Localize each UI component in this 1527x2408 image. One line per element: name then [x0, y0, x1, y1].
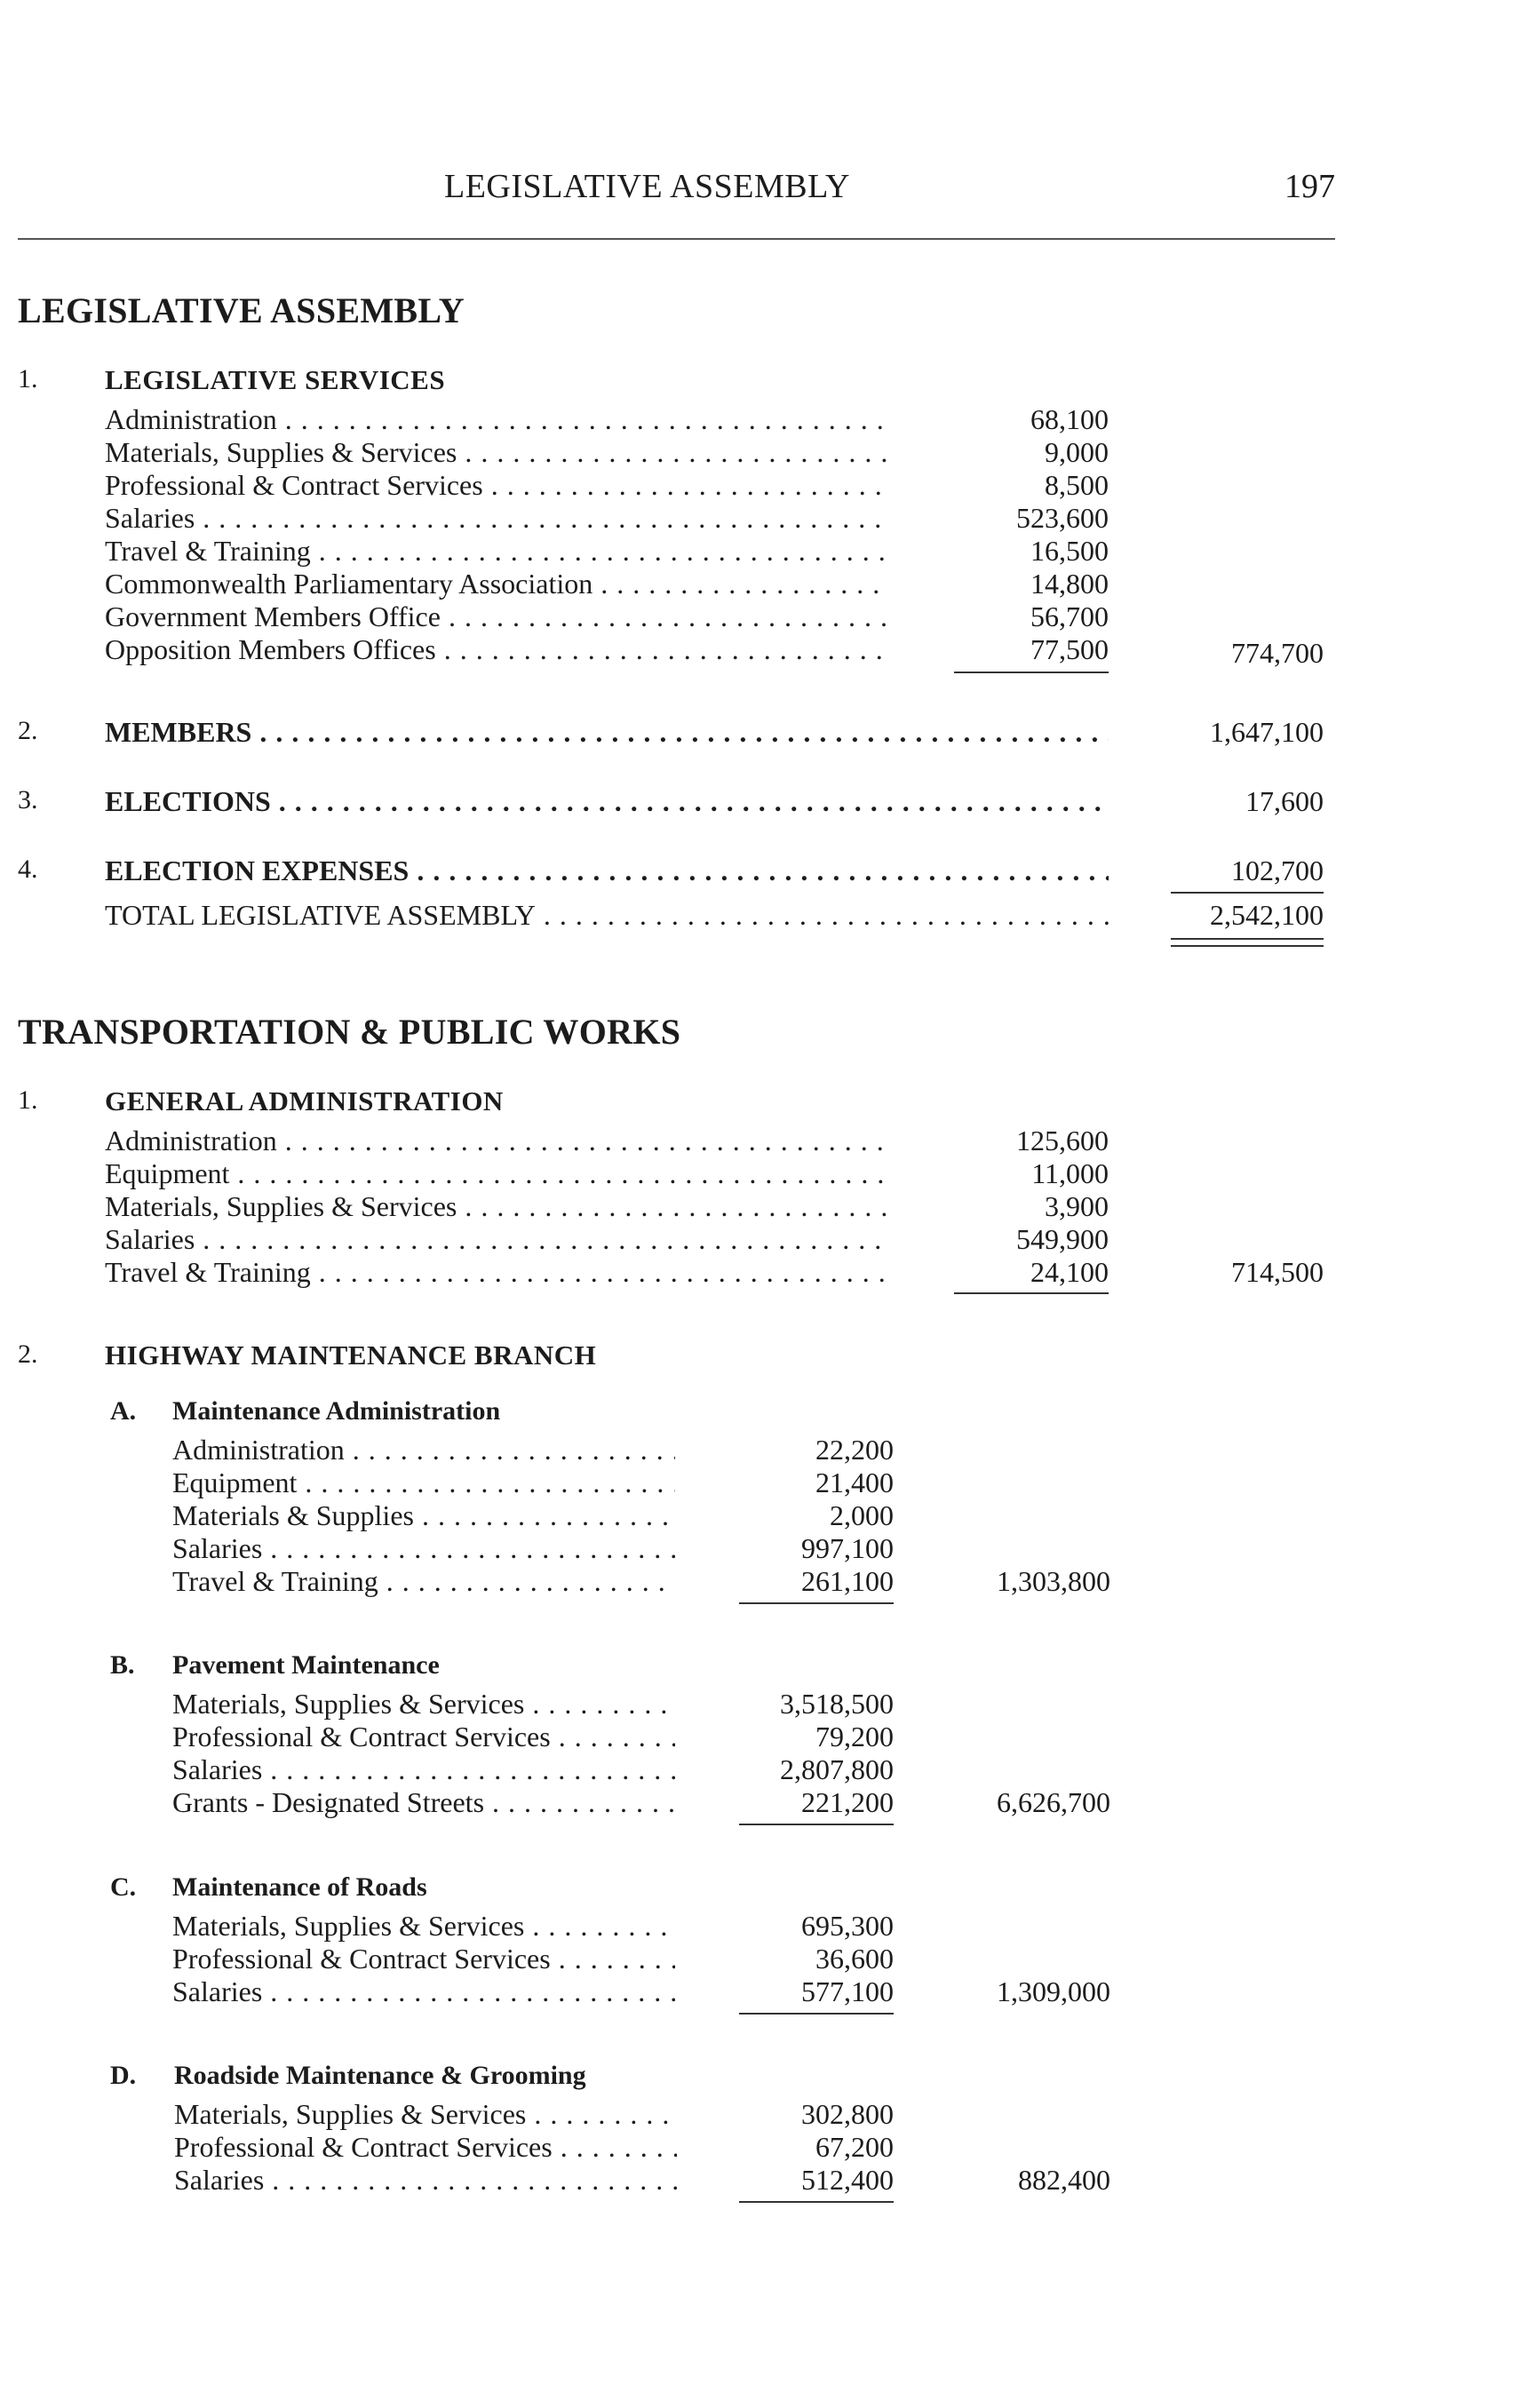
line-item-label: Travel & Training . . .	[105, 1256, 887, 1289]
line-item-amount: 68,100	[1030, 403, 1109, 435]
line-item	[0, 1565, 1527, 1601]
line-item-label: Administration . . .	[105, 403, 887, 436]
subtotal-rule	[739, 2201, 894, 2203]
sub-letter: D.	[110, 2061, 137, 2090]
line-item-amount: 56,700	[1030, 600, 1109, 632]
line-item-members	[0, 716, 1527, 751]
line-item-amount: 2,000	[830, 1499, 894, 1531]
running-header-title: LEGISLATIVE ASSEMBLY	[444, 168, 850, 205]
line-item	[0, 1157, 1527, 1193]
subtotal-amount: 1,303,800	[997, 1565, 1110, 1597]
line-item	[0, 1499, 1527, 1535]
subtotal-amount: 882,400	[1018, 2164, 1110, 2196]
sub-letter: A.	[110, 1396, 137, 1426]
line-item	[0, 1434, 1527, 1469]
line-item-label: ELECTION EXPENSES . . .	[105, 854, 1109, 887]
line-item	[0, 1256, 1527, 1291]
line-item-label: Salaries . . .	[172, 1975, 675, 2008]
line-item	[0, 2131, 1527, 2166]
line-item	[0, 1721, 1527, 1756]
line-item-amount: 11,000	[1031, 1157, 1109, 1189]
subtotal-rule	[739, 1602, 894, 1604]
line-item-label: Commonwealth Parliamentary Association . . .	[105, 568, 887, 600]
subheading-roadside-maintenance-grooming: Roadside Maintenance & Grooming	[174, 2061, 586, 2090]
line-item-label: Salaries . . .	[174, 2164, 677, 2197]
subtotal-rule	[739, 1824, 894, 1825]
line-item-label: Salaries . . .	[172, 1753, 675, 1786]
subheading-maintenance-administration: Maintenance Administration	[172, 1396, 501, 1426]
line-item-label: Professional & Contract Services . . .	[172, 1721, 675, 1753]
item-number: 2.	[18, 1339, 38, 1369]
subtotal-amount: 714,500	[1231, 1256, 1324, 1288]
line-item	[0, 2164, 1527, 2199]
line-item-label: Materials & Supplies . . .	[172, 1499, 675, 1532]
line-item-label: Professional & Contract Services . . .	[105, 469, 887, 502]
subtotal-rule	[954, 672, 1109, 673]
line-item-amount: 1,647,100	[1210, 716, 1324, 748]
line-item-amount: 21,400	[815, 1466, 894, 1498]
item-number: 3.	[18, 785, 38, 815]
grand-total-rule-2	[1171, 945, 1324, 947]
line-item-label: Government Members Office . . .	[105, 600, 887, 633]
line-item	[0, 469, 1527, 505]
line-item-label: Materials, Supplies & Services . . .	[174, 2098, 677, 2131]
sub-letter: B.	[110, 1650, 135, 1680]
line-item-amount: 9,000	[1045, 436, 1109, 468]
subtotal-amount: 774,700	[1231, 637, 1324, 669]
line-item	[0, 1786, 1527, 1822]
item-number: 2.	[18, 716, 38, 745]
line-item-amount: 549,900	[1016, 1223, 1109, 1255]
line-item-amount: 67,200	[815, 2131, 894, 2163]
heading-general-administration: GENERAL ADMINISTRATION	[105, 1085, 504, 1117]
line-item-label: Administration . . .	[105, 1125, 887, 1157]
grand-total-row	[0, 899, 1527, 934]
line-item-amount: 22,200	[815, 1434, 894, 1466]
line-item-label: Professional & Contract Services . . .	[174, 2131, 677, 2164]
line-item-label: Materials, Supplies & Services . . .	[172, 1910, 675, 1943]
line-item-label: Professional & Contract Services . . .	[172, 1943, 675, 1975]
subtotal-rule	[739, 2013, 894, 2015]
line-item	[0, 1532, 1527, 1568]
subtotal-amount: 6,626,700	[997, 1786, 1110, 1818]
line-item-label: Materials, Supplies & Services . . .	[172, 1688, 675, 1721]
line-item-label: Salaries . . .	[172, 1532, 675, 1565]
line-item-label: MEMBERS . . .	[105, 716, 1109, 749]
line-item-amount: 125,600	[1016, 1125, 1109, 1156]
line-item	[0, 502, 1527, 537]
item-number: 4.	[18, 854, 38, 884]
line-item-label: Materials, Supplies & Services . . .	[105, 1190, 887, 1223]
line-item-amount: 77,500	[1030, 633, 1109, 665]
line-item-label: Salaries . . .	[105, 1223, 887, 1256]
line-item-amount: 261,100	[801, 1565, 894, 1597]
heading-legislative-services: LEGISLATIVE SERVICES	[105, 364, 446, 395]
line-item-amount: 3,900	[1045, 1190, 1109, 1222]
line-item-amount: 14,800	[1030, 568, 1109, 600]
line-item-label: Equipment . . .	[172, 1466, 675, 1499]
line-item	[0, 436, 1527, 472]
grand-total-amount: 2,542,100	[1210, 899, 1324, 931]
line-item	[0, 1223, 1527, 1259]
line-item-label: Travel & Training . . .	[172, 1565, 675, 1598]
line-item-election-expenses	[0, 854, 1527, 890]
line-item	[0, 1125, 1527, 1160]
line-item-label: Materials, Supplies & Services . . .	[105, 436, 887, 469]
line-item	[0, 1943, 1527, 1978]
grand-total-rule-1	[1171, 938, 1324, 940]
line-item-amount: 2,807,800	[780, 1753, 894, 1785]
line-item-amount: 997,100	[801, 1532, 894, 1564]
line-item	[0, 535, 1527, 570]
line-item-amount: 36,600	[815, 1943, 894, 1975]
line-item-label: Travel & Training . . .	[105, 535, 887, 568]
line-item-label: Grants - Designated Streets . . .	[172, 1786, 675, 1819]
line-item-amount: 24,100	[1030, 1256, 1109, 1288]
line-item-amount: 302,800	[801, 2098, 894, 2130]
line-item-amount: 79,200	[815, 1721, 894, 1752]
total-rule	[1171, 892, 1324, 894]
heading-highway-maintenance-branch: HIGHWAY MAINTENANCE BRANCH	[105, 1339, 597, 1371]
line-item-amount: 102,700	[1231, 854, 1324, 886]
sub-letter: C.	[110, 1872, 137, 1902]
line-item-amount: 523,600	[1016, 502, 1109, 534]
line-item	[0, 600, 1527, 636]
line-item-amount: 695,300	[801, 1910, 894, 1942]
line-item-label: ELECTIONS . . .	[105, 785, 1109, 818]
line-item	[0, 633, 1527, 669]
line-item-amount: 512,400	[801, 2164, 894, 2196]
line-item-amount: 17,600	[1245, 785, 1324, 817]
item-number: 1.	[18, 364, 38, 393]
header-rule	[18, 238, 1335, 240]
line-item	[0, 403, 1527, 439]
line-item-amount: 3,518,500	[780, 1688, 894, 1720]
line-item	[0, 1910, 1527, 1945]
line-item	[0, 1190, 1527, 1226]
line-item	[0, 1753, 1527, 1789]
line-item-label: Equipment . . .	[105, 1157, 887, 1190]
item-number: 1.	[18, 1085, 38, 1115]
line-item-amount: 8,500	[1045, 469, 1109, 501]
line-item-amount: 577,100	[801, 1975, 894, 2007]
page-number: 197	[1284, 168, 1335, 205]
line-item	[0, 1466, 1527, 1502]
subheading-maintenance-of-roads: Maintenance of Roads	[172, 1872, 427, 1902]
line-item-amount: 221,200	[801, 1786, 894, 1818]
subheading-pavement-maintenance: Pavement Maintenance	[172, 1650, 440, 1680]
line-item	[0, 1688, 1527, 1723]
section-title-legislative-assembly: LEGISLATIVE ASSEMBLY	[18, 290, 465, 330]
subtotal-rule	[954, 1292, 1109, 1294]
line-item-elections	[0, 785, 1527, 821]
line-item-label: Salaries . . .	[105, 502, 887, 535]
line-item-label: Administration . . .	[172, 1434, 675, 1466]
section-title-transportation-public-works: TRANSPORTATION & PUBLIC WORKS	[18, 1012, 681, 1052]
line-item	[0, 568, 1527, 603]
grand-total-label: TOTAL LEGISLATIVE ASSEMBLY . . .	[105, 899, 1109, 932]
line-item	[0, 2098, 1527, 2134]
line-item-label: Opposition Members Offices . . .	[105, 633, 887, 666]
subtotal-amount: 1,309,000	[997, 1975, 1110, 2007]
line-item-amount: 16,500	[1030, 535, 1109, 567]
line-item	[0, 1975, 1527, 2011]
